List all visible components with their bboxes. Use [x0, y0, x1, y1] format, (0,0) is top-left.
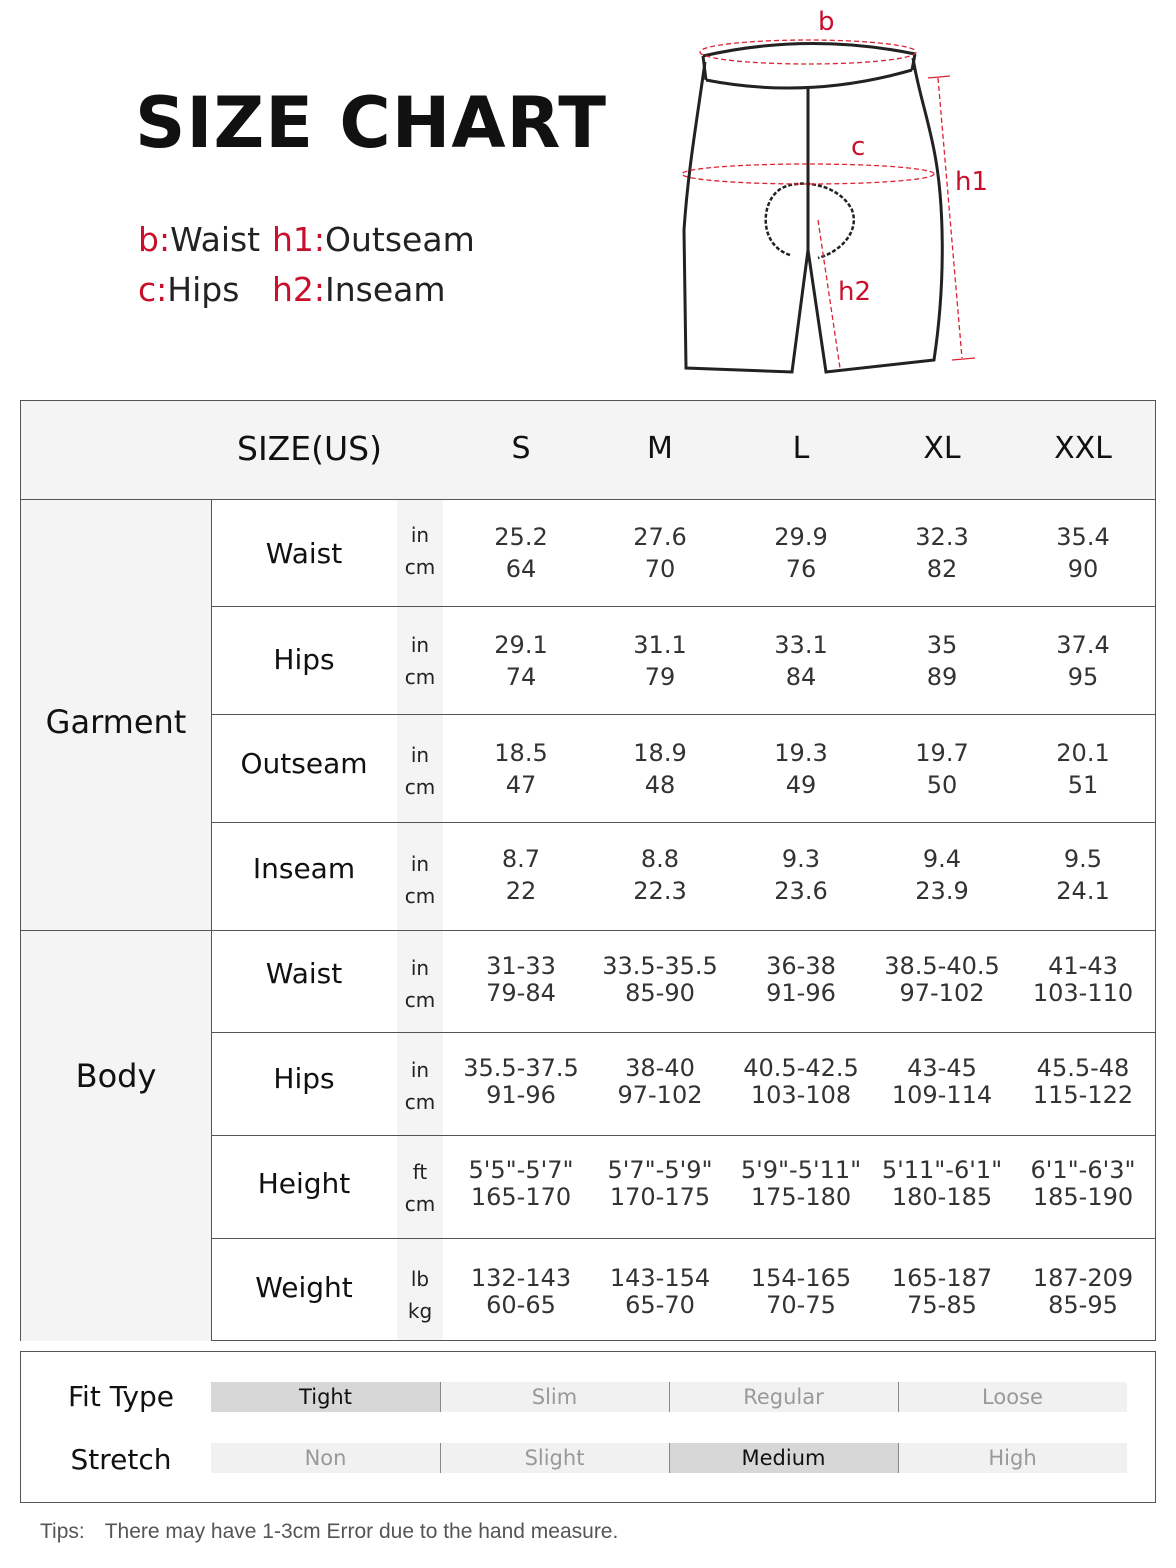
row-divider [211, 930, 1155, 931]
legend-key: c: [138, 270, 168, 309]
value-secondary: 180-185 [891, 1183, 993, 1211]
value-cell [590, 1157, 730, 1211]
value-primary: 18.5 [494, 739, 548, 767]
fit-option-tight: Tight [211, 1382, 440, 1412]
value-primary: 36-38 [766, 952, 836, 980]
value-secondary: 109-114 [891, 1081, 993, 1109]
legend-label: Hips [167, 270, 240, 309]
value-primary: 35.4 [1056, 523, 1110, 551]
row-label: Waist [265, 957, 343, 990]
legend-label: Inseam [325, 270, 446, 309]
value-secondary: 24.1 [1056, 877, 1110, 905]
value-secondary: 65-70 [625, 1291, 695, 1319]
stretch-separator [898, 1443, 899, 1473]
body-group-cell [21, 931, 212, 1341]
value-primary: 187-209 [1032, 1264, 1134, 1292]
diagram-label-h1: h1 [955, 167, 989, 197]
value-secondary: 91-96 [486, 1081, 556, 1109]
value-primary: 5'11"-6'1" [881, 1156, 1003, 1184]
legend-key: h1: [272, 220, 326, 259]
fit-separator [898, 1382, 899, 1412]
value-primary: 29.9 [774, 523, 828, 551]
size-us-header: SIZE(US) [237, 429, 382, 468]
value-primary: 32.3 [915, 523, 969, 551]
unit-primary: in [410, 633, 430, 657]
value-primary: 6'1"-6'3" [1030, 1156, 1136, 1184]
unit-label [397, 739, 443, 803]
size-header-xl: XL [923, 431, 961, 466]
value-primary: 8.7 [501, 845, 541, 873]
value-secondary: 115-122 [1032, 1081, 1134, 1109]
value-secondary: 85-95 [1048, 1291, 1118, 1319]
unit-secondary: cm [404, 775, 436, 799]
unit-primary: in [410, 852, 430, 876]
value-secondary: 170-175 [609, 1183, 711, 1211]
value-cell [451, 1055, 591, 1109]
legend-label: Outseam [325, 220, 475, 259]
fit-stretch-panel [20, 1351, 1156, 1503]
value-cell [1013, 1265, 1153, 1319]
value-cell [1013, 1055, 1153, 1109]
value-primary: 165-187 [891, 1264, 993, 1292]
value-secondary: 175-180 [750, 1183, 852, 1211]
value-cell [1013, 629, 1153, 693]
size-header-xxl: XXL [1054, 431, 1112, 466]
fit-separator [669, 1382, 670, 1412]
legend-key: h2: [272, 270, 326, 309]
unit-primary: lb [410, 1267, 430, 1291]
row-label: Waist [265, 537, 343, 570]
value-primary: 9.5 [1063, 845, 1103, 873]
value-cell [1013, 521, 1153, 585]
unit-label [397, 1054, 443, 1118]
value-primary: 132-143 [470, 1264, 572, 1292]
value-cell [451, 953, 591, 1007]
legend-outseam [272, 220, 475, 259]
value-primary: 27.6 [633, 523, 687, 551]
legend-label: Waist [170, 220, 261, 259]
value-cell [451, 843, 591, 907]
value-primary: 35.5-37.5 [463, 1054, 579, 1082]
value-secondary: 103-110 [1032, 979, 1134, 1007]
value-secondary: 22.3 [633, 877, 687, 905]
value-secondary: 74 [505, 663, 537, 691]
value-cell [590, 737, 730, 801]
value-secondary: 49 [785, 771, 817, 799]
unit-label [397, 629, 443, 693]
row-label: Hips [273, 1062, 335, 1095]
value-secondary: 165-170 [470, 1183, 572, 1211]
stretch-separator [440, 1443, 441, 1473]
value-primary: 5'9"-5'11" [740, 1156, 862, 1184]
value-cell [1013, 953, 1153, 1007]
shorts-waistband-top [703, 43, 915, 56]
tips-note [40, 1520, 618, 1544]
fit-type-label: Fit Type [67, 1380, 175, 1413]
value-cell [872, 1265, 1012, 1319]
shorts-outline [684, 58, 942, 372]
value-secondary: 79 [644, 663, 676, 691]
value-cell [872, 737, 1012, 801]
value-cell [731, 843, 871, 907]
value-secondary: 48 [644, 771, 676, 799]
body-group-label: Body [75, 1057, 157, 1095]
row-divider [211, 1238, 1155, 1239]
stretch-option-medium: Medium [669, 1443, 898, 1473]
value-primary: 37.4 [1056, 631, 1110, 659]
unit-label [397, 952, 443, 1016]
value-cell [872, 629, 1012, 693]
value-secondary: 76 [785, 555, 817, 583]
unit-secondary: cm [404, 555, 436, 579]
value-cell [731, 737, 871, 801]
value-secondary: 60-65 [486, 1291, 556, 1319]
value-cell [1013, 1157, 1153, 1211]
value-primary: 41-43 [1048, 952, 1118, 980]
size-header-s: S [511, 431, 531, 466]
value-primary: 25.2 [494, 523, 548, 551]
value-cell [451, 521, 591, 585]
stretch-option-slight: Slight [440, 1443, 669, 1473]
stretch-option-high: High [898, 1443, 1127, 1473]
fit-option-loose: Loose [898, 1382, 1127, 1412]
row-divider [211, 714, 1155, 715]
value-primary: 35 [926, 631, 958, 659]
value-primary: 33.5-35.5 [602, 952, 718, 980]
fit-option-regular: Regular [669, 1382, 898, 1412]
value-primary: 31-33 [486, 952, 556, 980]
value-primary: 43-45 [907, 1054, 977, 1082]
value-secondary: 75-85 [907, 1291, 977, 1319]
value-secondary: 22 [505, 877, 537, 905]
diagram-label-h2: h2 [838, 277, 872, 307]
diagram-label-b: b [818, 7, 835, 37]
value-secondary: 90 [1067, 555, 1099, 583]
unit-primary: in [410, 743, 430, 767]
unit-label [397, 519, 443, 583]
unit-label [397, 848, 443, 912]
value-primary: 29.1 [494, 631, 548, 659]
chamois-pad [766, 184, 854, 258]
unit-secondary: kg [407, 1299, 433, 1323]
value-cell [451, 737, 591, 801]
value-cell [451, 629, 591, 693]
value-secondary: 47 [505, 771, 537, 799]
value-secondary: 85-90 [625, 979, 695, 1007]
value-primary: 8.8 [640, 845, 680, 873]
value-primary: 5'5"-5'7" [468, 1156, 574, 1184]
value-secondary: 23.6 [774, 877, 828, 905]
value-cell [731, 953, 871, 1007]
value-cell [590, 629, 730, 693]
row-divider [211, 606, 1155, 607]
value-secondary: 79-84 [486, 979, 556, 1007]
shorts-diagram [640, 0, 1020, 390]
value-cell [590, 843, 730, 907]
tips-text: There may have 1-3cm Error due to the hand measure. [104, 1520, 619, 1543]
value-primary: 40.5-42.5 [743, 1054, 859, 1082]
value-cell [590, 1055, 730, 1109]
value-primary: 19.3 [774, 739, 828, 767]
value-cell [731, 629, 871, 693]
value-secondary: 23.9 [915, 877, 969, 905]
unit-secondary: cm [404, 665, 436, 689]
value-cell [451, 1157, 591, 1211]
stretch-label: Stretch [70, 1443, 172, 1476]
legend-hips [138, 270, 239, 309]
value-primary: 18.9 [633, 739, 687, 767]
value-cell [590, 1265, 730, 1319]
value-secondary: 97-102 [617, 1081, 703, 1109]
value-secondary: 70-75 [766, 1291, 836, 1319]
size-table [20, 400, 1156, 1341]
value-secondary: 51 [1067, 771, 1099, 799]
row-divider [211, 1135, 1155, 1136]
value-cell [872, 953, 1012, 1007]
row-label: Inseam [252, 852, 356, 885]
value-cell [731, 1265, 871, 1319]
value-secondary: 84 [785, 663, 817, 691]
value-primary: 9.4 [922, 845, 962, 873]
value-primary: 154-165 [750, 1264, 852, 1292]
value-secondary: 50 [926, 771, 958, 799]
size-header-l: L [792, 431, 810, 466]
value-primary: 9.3 [781, 845, 821, 873]
value-cell [451, 1265, 591, 1319]
value-cell [872, 843, 1012, 907]
row-label: Outseam [240, 747, 368, 780]
shorts-waistband-bottom [706, 70, 912, 88]
value-primary: 143-154 [609, 1264, 711, 1292]
garment-group-label: Garment [45, 703, 187, 741]
value-primary: 31.1 [633, 631, 687, 659]
tips-label: Tips: [40, 1520, 85, 1543]
value-cell [731, 521, 871, 585]
value-secondary: 82 [926, 555, 958, 583]
value-cell [590, 521, 730, 585]
unit-primary: in [410, 956, 430, 980]
value-secondary: 103-108 [750, 1081, 852, 1109]
row-label: Height [257, 1167, 351, 1200]
stretch-option-non: Non [211, 1443, 440, 1473]
value-secondary: 95 [1067, 663, 1099, 691]
size-header-m: M [647, 431, 673, 466]
value-cell [731, 1157, 871, 1211]
row-label: Weight [255, 1271, 353, 1304]
unit-label [397, 1263, 443, 1327]
legend-key: b: [138, 220, 171, 259]
value-secondary: 89 [926, 663, 958, 691]
legend-inseam [272, 270, 446, 309]
value-primary: 38-40 [625, 1054, 695, 1082]
unit-secondary: cm [404, 884, 436, 908]
unit-primary: in [410, 1058, 430, 1082]
stretch-separator [669, 1443, 670, 1473]
unit-secondary: cm [404, 1090, 436, 1114]
value-cell [872, 521, 1012, 585]
value-primary: 38.5-40.5 [884, 952, 1000, 980]
row-divider [211, 822, 1155, 823]
value-cell [590, 953, 730, 1007]
value-primary: 5'7"-5'9" [607, 1156, 713, 1184]
unit-primary: ft [412, 1160, 428, 1184]
value-primary: 20.1 [1056, 739, 1110, 767]
row-label: Hips [273, 643, 335, 676]
legend-waist [138, 220, 260, 259]
value-cell [731, 1055, 871, 1109]
unit-secondary: cm [404, 988, 436, 1012]
value-secondary: 91-96 [766, 979, 836, 1007]
value-primary: 45.5-48 [1036, 1054, 1130, 1082]
value-secondary: 97-102 [899, 979, 985, 1007]
diagram-label-c: c [851, 132, 866, 162]
group-divider [21, 930, 211, 931]
value-secondary: 70 [644, 555, 676, 583]
value-cell [1013, 843, 1153, 907]
unit-secondary: cm [404, 1192, 436, 1216]
unit-primary: in [410, 523, 430, 547]
value-cell [872, 1055, 1012, 1109]
fit-option-slim: Slim [440, 1382, 669, 1412]
row-divider [211, 1032, 1155, 1033]
value-secondary: 64 [505, 555, 537, 583]
value-cell [872, 1157, 1012, 1211]
value-cell [1013, 737, 1153, 801]
value-secondary: 185-190 [1032, 1183, 1134, 1211]
value-primary: 19.7 [915, 739, 969, 767]
value-primary: 33.1 [774, 631, 828, 659]
page-title: SIZE CHART [135, 82, 608, 164]
unit-label [397, 1156, 443, 1220]
fit-separator [440, 1382, 441, 1412]
